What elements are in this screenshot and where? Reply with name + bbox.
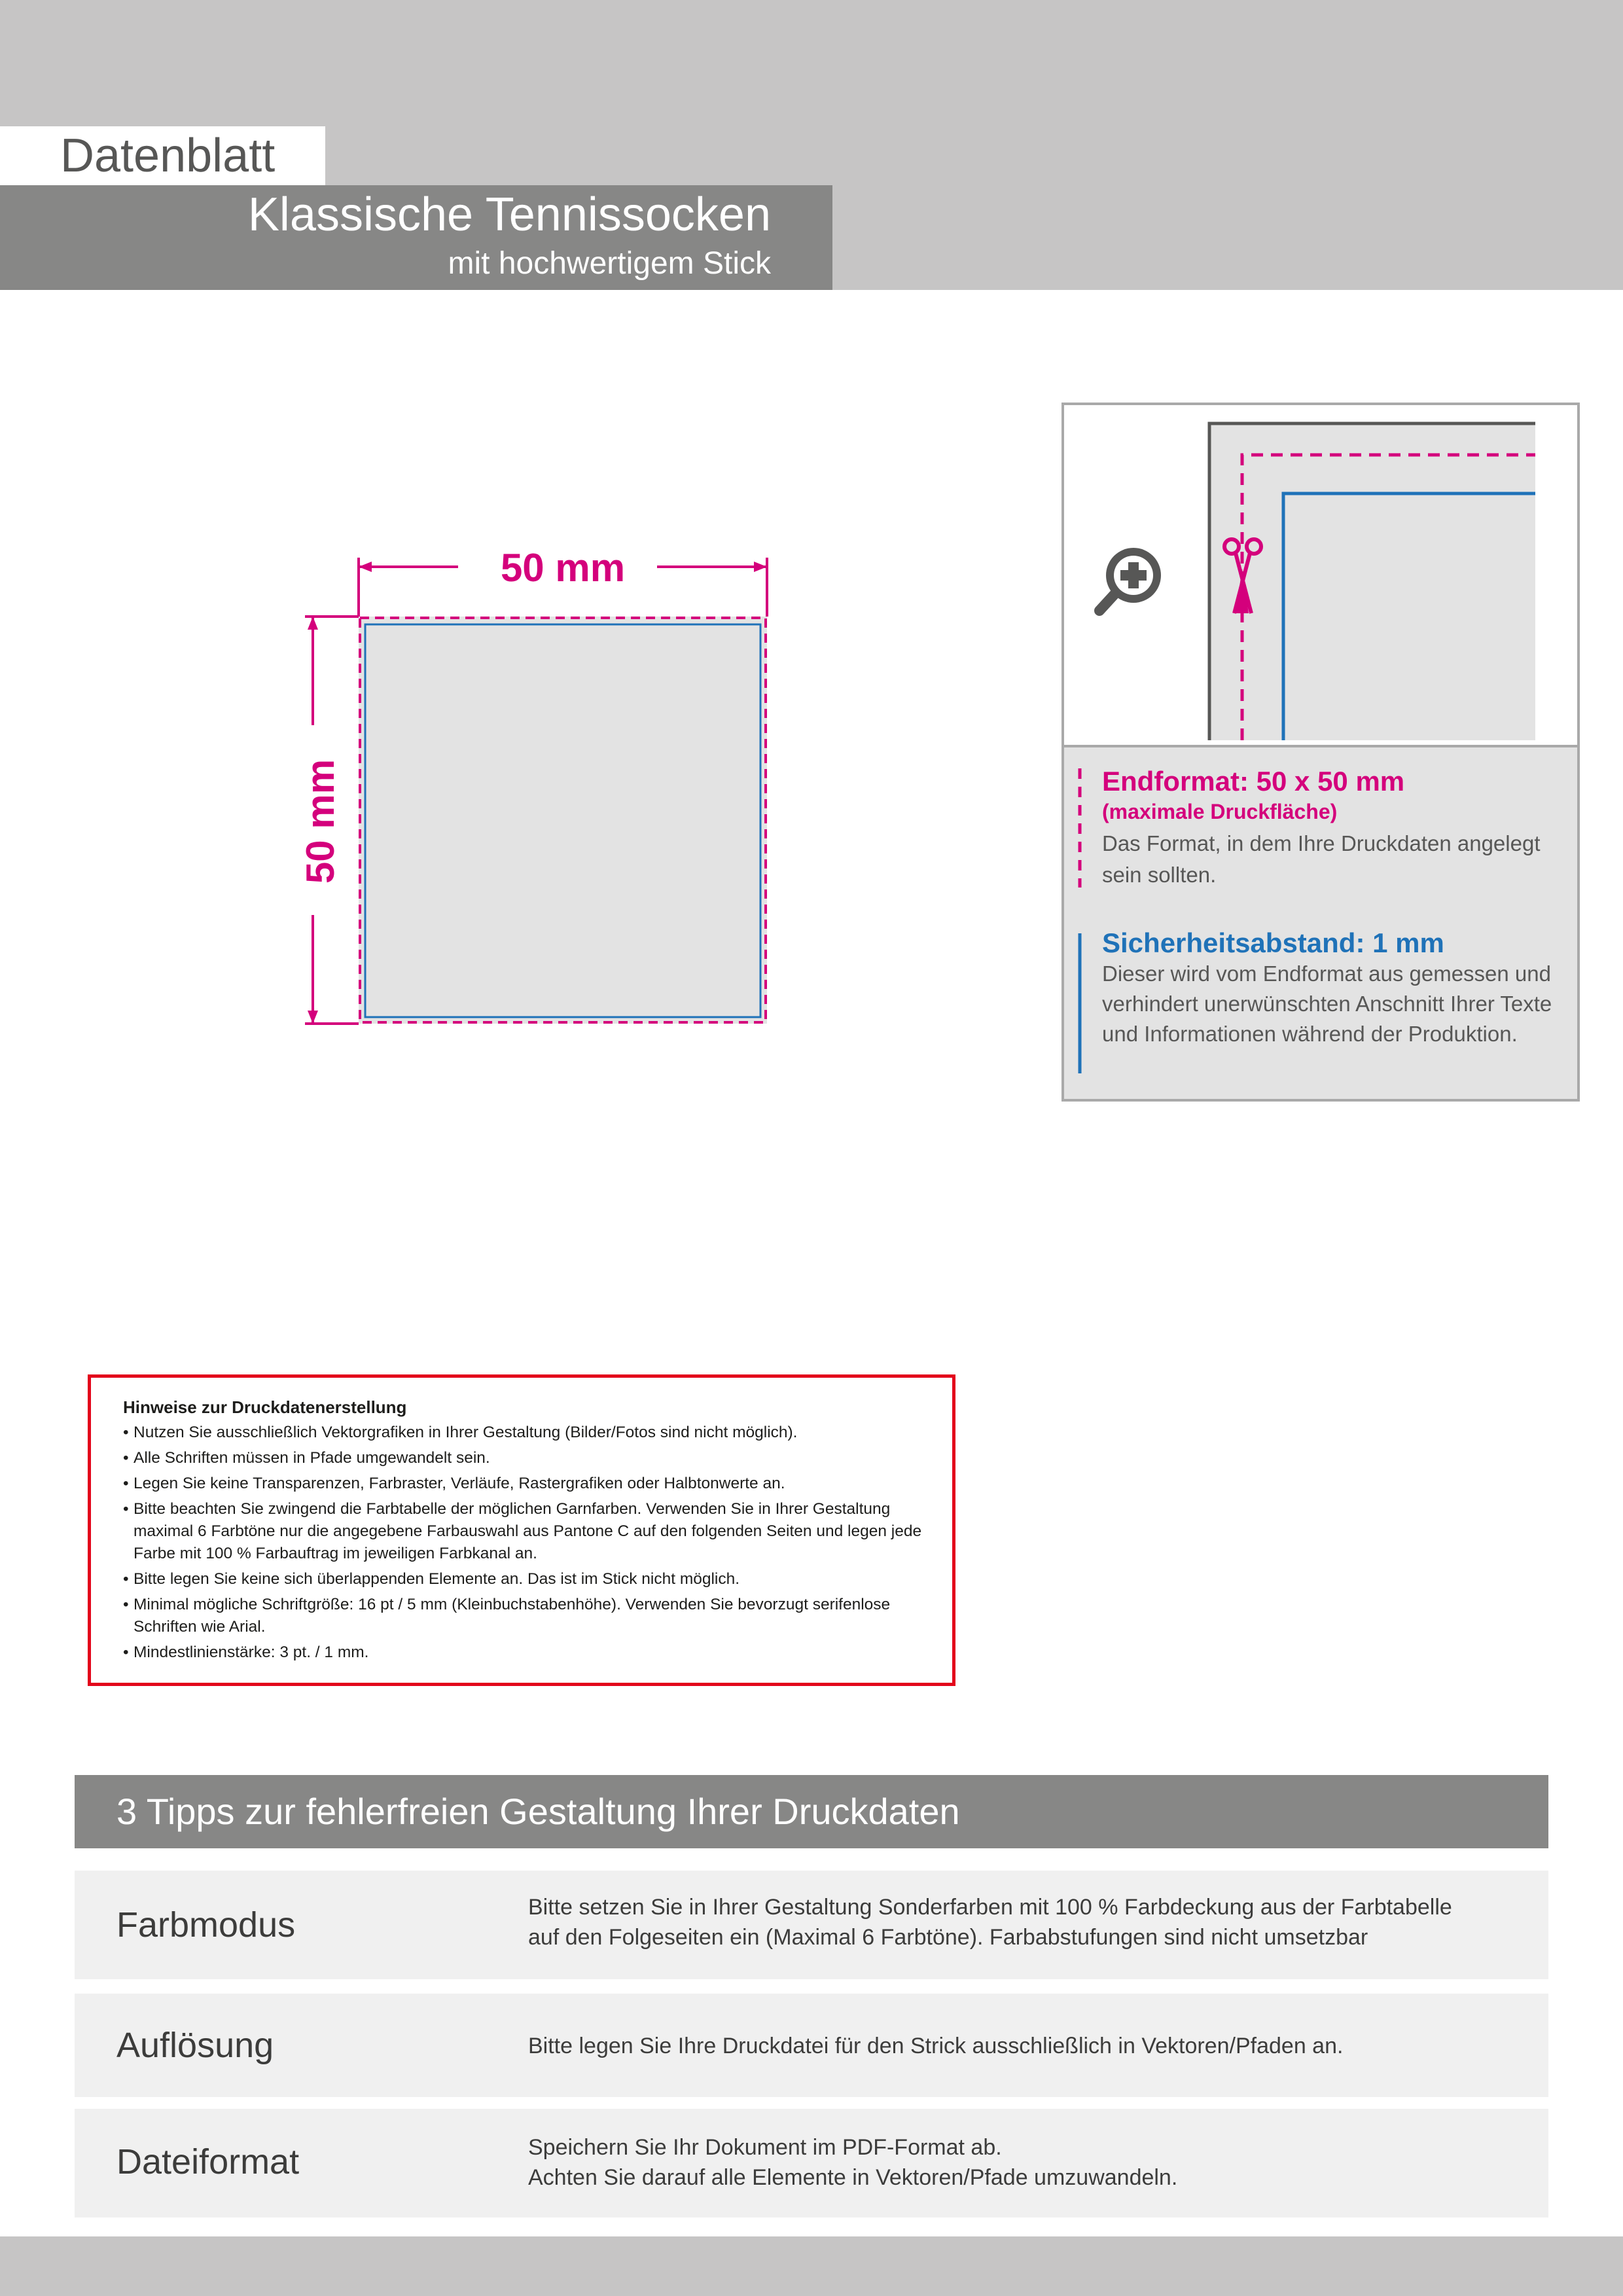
tip-text-line: Achten Sie darauf alle Elemente in Vektoren/Pfade umzuwandeln. bbox=[528, 2165, 1178, 2190]
list-item: • Nutzen Sie ausschließlich Vektorgrafiken in Ihrer Gestaltung (Bilder/Fotos sind nicht möglich). bbox=[123, 1422, 935, 1444]
arrow-down-icon bbox=[308, 1011, 318, 1024]
legend-markers bbox=[1073, 766, 1086, 1080]
print-area bbox=[359, 617, 767, 1024]
arrow-right-icon bbox=[754, 562, 767, 572]
width-label: 50 mm bbox=[500, 546, 626, 590]
tip-text-line: Bitte setzen Sie in Ihrer Gestaltung Sonderfarben mit 100 % Farbdeckung aus der Farbtabelle bbox=[528, 1895, 1452, 1920]
arrow-up-icon bbox=[308, 617, 318, 630]
tip-text-line: auf den Folgeseiten ein (Maximal 6 Farbtöne). Farbabstufungen sind nicht umsetzbar bbox=[528, 1925, 1368, 1950]
endformat-title: Endformat: 50 x 50 mm bbox=[1102, 766, 1405, 797]
tip-text-line: Bitte legen Sie Ihre Druckdatei für den Strick ausschließlich in Vektoren/Pfaden an. bbox=[528, 2034, 1344, 2058]
tip-text bbox=[528, 1892, 1536, 1952]
height-label: 50 mm bbox=[298, 759, 342, 884]
zoom-detail bbox=[1064, 405, 1577, 745]
tips-title: 3 Tipps zur fehlerfreien Gestaltung Ihrer Druckdaten bbox=[116, 1791, 960, 1832]
list-item: • Legen Sie keine Transparenzen, Farbraster, Verläufe, Rastergrafiken oder Halbtonwerte an. bbox=[123, 1473, 935, 1495]
list-item: • Mindestlinienstärke: 3 pt. / 1 mm. bbox=[123, 1641, 935, 1664]
safety-title: Sicherheitsabstand: 1 mm bbox=[1102, 927, 1444, 958]
product-subtitle: mit hochwertigem Stick bbox=[448, 246, 771, 281]
endformat-description: Das Format, in dem Ihre Druckdaten angelegt sein sollten. bbox=[1102, 831, 1541, 887]
list-item: • Minimal mögliche Schriftgröße: 16 pt / 5 mm (Kleinbuchstabenhöhe). Verwenden Sie bevorzugt serifenlose Schriften wie Arial. bbox=[123, 1594, 935, 1638]
tip-label: Dateiformat bbox=[116, 2142, 300, 2181]
footer-band bbox=[0, 2236, 1623, 2296]
product-title: Klassische Tennissocken bbox=[247, 188, 771, 241]
magnifier-icon bbox=[1099, 548, 1161, 611]
tip-text-line: Speichern Sie Ihr Dokument im PDF-Format ab. bbox=[528, 2135, 1002, 2160]
tip-text bbox=[528, 2031, 1536, 2061]
tip-label: Auflösung bbox=[116, 2026, 274, 2065]
tip-label: Farbmodus bbox=[116, 1905, 296, 1945]
list-item: • Alle Schriften müssen in Pfade umgewandelt sein. bbox=[123, 1447, 935, 1469]
list-item: • Bitte beachten Sie zwingend die Farbtabelle der möglichen Garnfarben. Verwenden Sie in Ihrer Gestaltung maximal 6 Farbtöne nur die angegebene Farbauswahl aus Pantone C auf den folgenden Seiten und legen jede Farbe mit 100 % Farbauftrag im jeweiligen Farbkanal an. bbox=[123, 1498, 935, 1565]
arrow-left-icon bbox=[359, 562, 372, 572]
tip-text bbox=[528, 2132, 1536, 2193]
doc-label: Datenblatt bbox=[60, 130, 276, 182]
safety-description: Dieser wird vom Endformat aus gemessen und verhindert unerwünschten Anschnitt Ihrer Texte und Informationen während der Produktion. bbox=[1102, 961, 1552, 1046]
notes-list bbox=[123, 1422, 935, 1667]
notes-title: Hinweise zur Druckdatenerstellung bbox=[123, 1397, 407, 1417]
endformat-subtitle: (maximale Druckfläche) bbox=[1102, 800, 1338, 823]
list-item: • Bitte legen Sie keine sich überlappenden Elemente an. Das ist im Stick nicht möglich. bbox=[123, 1568, 935, 1590]
